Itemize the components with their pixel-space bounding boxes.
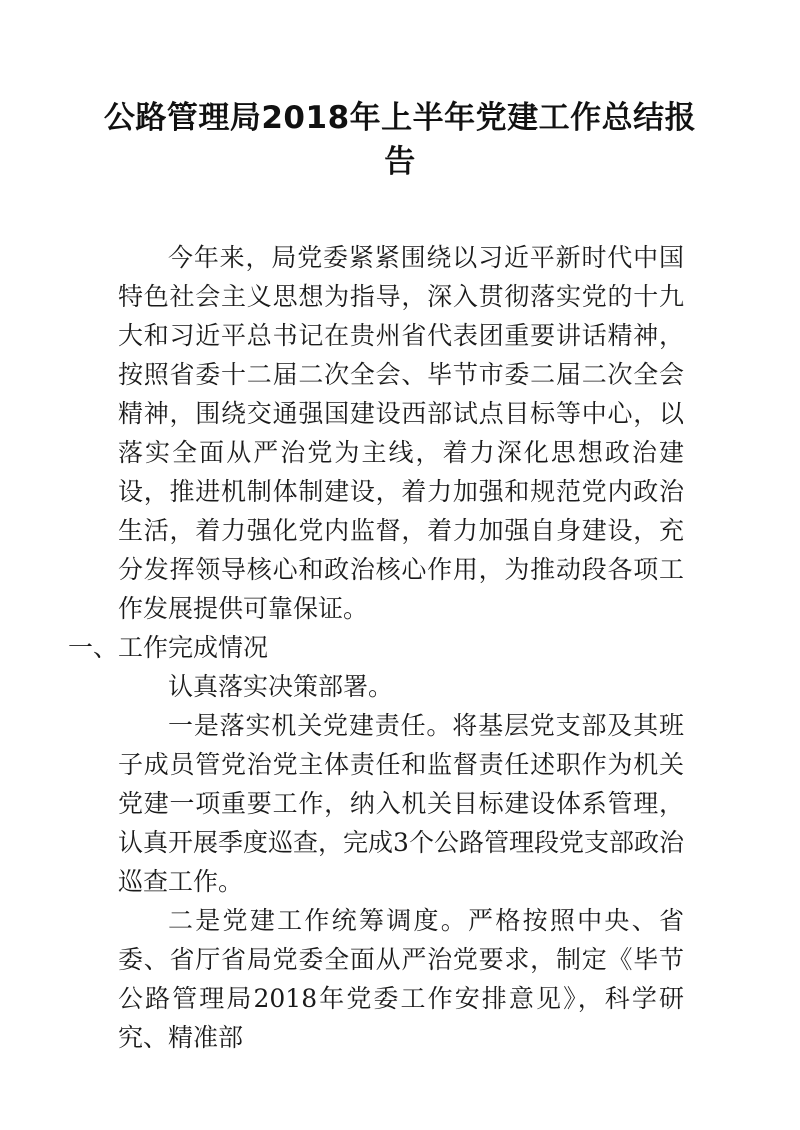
section-heading: 一、工作完成情况 (68, 633, 269, 662)
paragraph-subheading: 认真落实决策部署。 (168, 672, 394, 701)
paragraph-intro: 今年来，局党委紧紧围绕以习近平新时代中国特色社会主义思想为指导，深入贯彻落实党的十九大和习近平总书记在贵州省代表团重要讲话精神，按照省委十二届二次全会、毕节市委二届二次全会精神，围绕交通强国建设西部试点目标等中心，以落实全面从严治党为主线，着力深化思想政治建设，推进机制体制建设，着力加强和规范党内政治生活，着力强化党内监督，着力加强自身建设，充分发挥领导核心和政治核心作用，为推动段各项工作发展提供可靠保证。 (118, 243, 684, 623)
document-title: 公路管理局2018年上半年党建工作总结报告 (103, 100, 697, 180)
document-body (68, 238, 684, 1057)
paragraph-item-two: 二是党建工作统筹调度。严格按照中央、省委、省厅省局党委全面从严治党要求，制定《毕节公路管理局2018年党委工作安排意见》，科学研究、精准部 (118, 906, 684, 1052)
paragraph-item-one: 一是落实机关党建责任。将基层党支部及其班子成员管党治党主体责任和监督责任述职作为机关党建一项重要工作，纳入机关目标建设体系管理，认真开展季度巡查，完成3个公路管理段党支部政治巡查工作。 (118, 711, 684, 896)
